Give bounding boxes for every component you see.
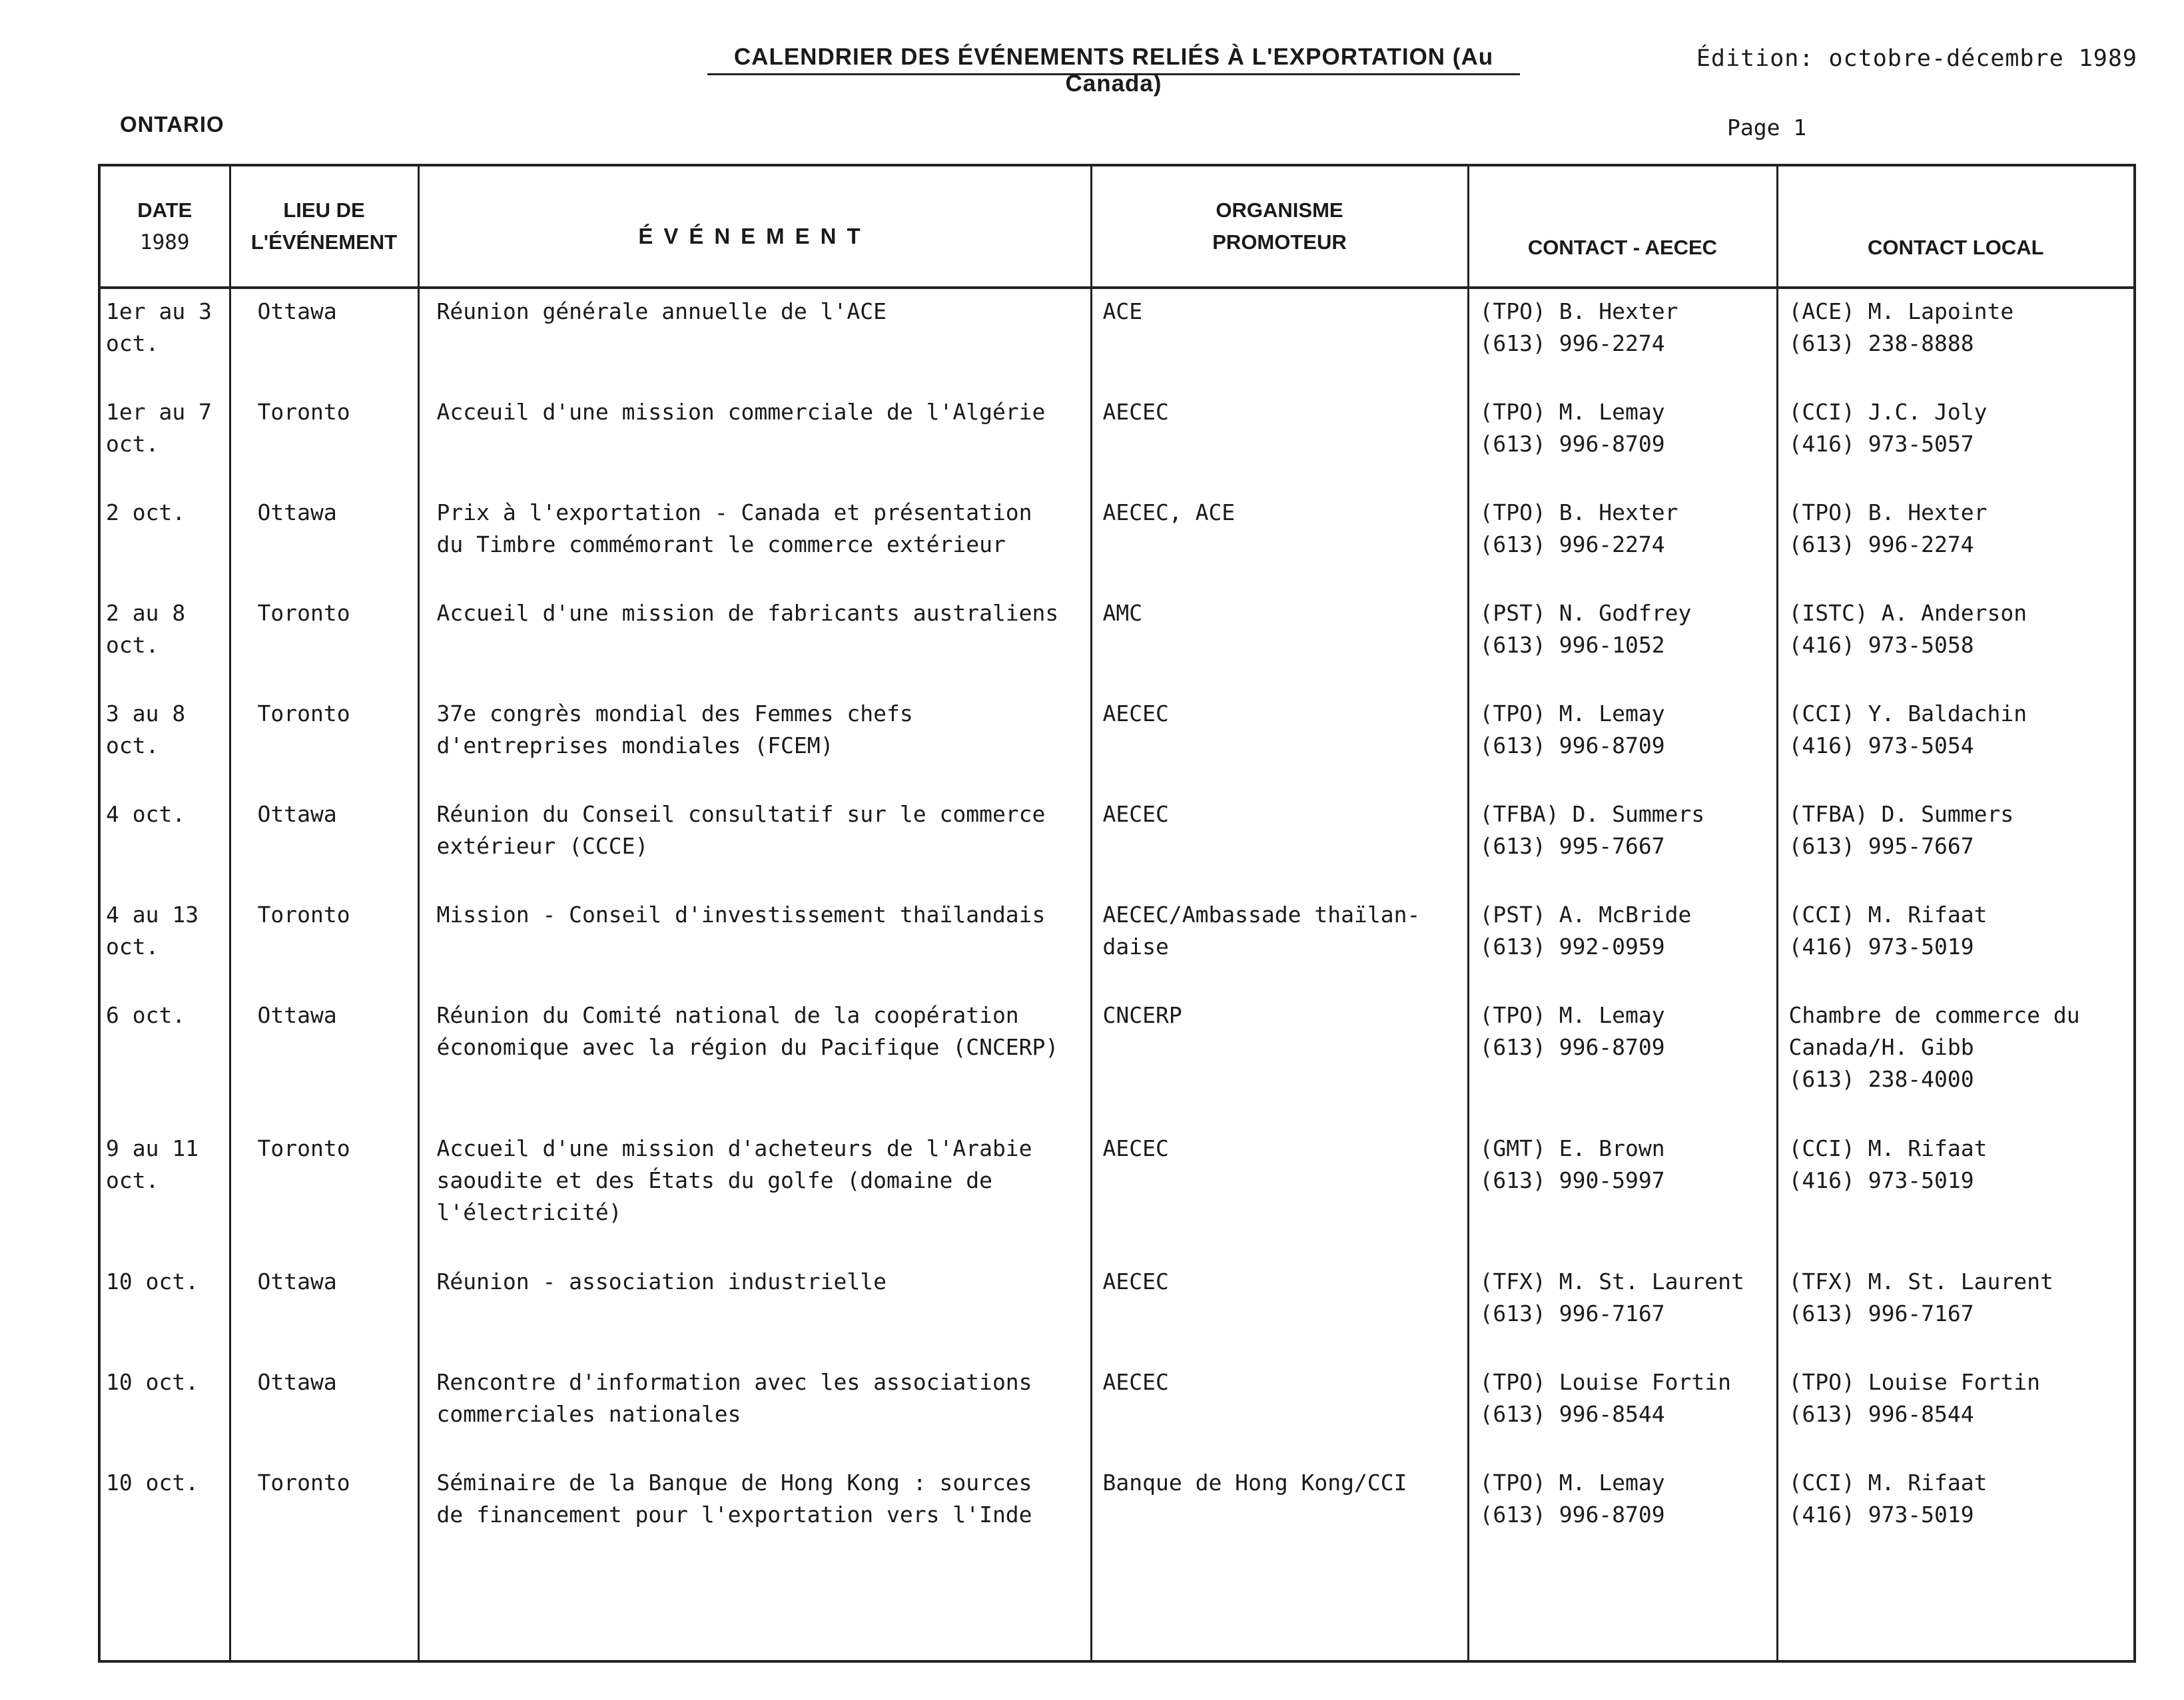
cell-contact-aecec: (PST) A. McBride (613) 992-0959 bbox=[1468, 892, 1777, 993]
column-header-lieu bbox=[230, 165, 418, 288]
date-header-label: DATE bbox=[137, 198, 192, 222]
cell-contact-local: (CCI) M. Rifaat (416) 973-5019 bbox=[1777, 1460, 2135, 1661]
cell-date: 1er au 3 oct. bbox=[99, 288, 230, 390]
cell-organisme: AECEC bbox=[1091, 691, 1468, 792]
cell-lieu: Ottawa bbox=[230, 792, 418, 892]
cell-contact-local: (TPO) B. Hexter (613) 996-2274 bbox=[1777, 490, 2135, 591]
cell-date: 9 au 11 oct. bbox=[99, 1126, 230, 1259]
organisme-header-label: ORGANISME bbox=[1216, 198, 1343, 222]
table-row bbox=[99, 1360, 2135, 1460]
cell-date: 6 oct. bbox=[99, 993, 230, 1126]
cell-organisme: AECEC bbox=[1091, 390, 1468, 490]
cell-organisme: AECEC bbox=[1091, 1259, 1468, 1360]
table-row bbox=[99, 1460, 2135, 1661]
cell-date: 10 oct. bbox=[99, 1460, 230, 1661]
lieu-header-sub: L'ÉVÉNEMENT bbox=[250, 230, 398, 254]
cell-lieu: Ottawa bbox=[230, 490, 418, 591]
title-underline bbox=[707, 73, 1520, 75]
cell-contact-local: (TFX) M. St. Laurent (613) 996-7167 bbox=[1777, 1259, 2135, 1360]
table-row bbox=[99, 390, 2135, 490]
cell-lieu: Ottawa bbox=[230, 1360, 418, 1460]
cell-contact-aecec: (TPO) B. Hexter (613) 996-2274 bbox=[1468, 490, 1777, 591]
cell-contact-aecec: (TPO) M. Lemay (613) 996-8709 bbox=[1468, 993, 1777, 1126]
cell-contact-local: Chambre de commerce du Canada/H. Gibb (613) 238-4000 bbox=[1777, 993, 2135, 1126]
events-table bbox=[98, 164, 2136, 1663]
cell-lieu: Toronto bbox=[230, 390, 418, 490]
cell-contact-aecec: (PST) N. Godfrey (613) 996-1052 bbox=[1468, 591, 1777, 691]
cell-organisme: AECEC/Ambassade thaïlan- daise bbox=[1091, 892, 1468, 993]
column-header-organisme bbox=[1091, 165, 1468, 288]
cell-date: 2 au 8 oct. bbox=[99, 591, 230, 691]
cell-date: 10 oct. bbox=[99, 1360, 230, 1460]
cell-contact-local: (ACE) M. Lapointe (613) 238-8888 bbox=[1777, 288, 2135, 390]
table-row bbox=[99, 288, 2135, 390]
organisme-header-sub: PROMOTEUR bbox=[1212, 230, 1347, 254]
cell-evenement: Réunion - association industrielle bbox=[418, 1259, 1091, 1360]
cell-lieu: Toronto bbox=[230, 892, 418, 993]
cell-evenement: Réunion du Comité national de la coopération économique avec la région du Pacifique (CNCERP) bbox=[418, 993, 1091, 1126]
cell-organisme: Banque de Hong Kong/CCI bbox=[1091, 1460, 1468, 1661]
table-row bbox=[99, 490, 2135, 591]
cell-contact-aecec: (TPO) Louise Fortin (613) 996-8544 bbox=[1468, 1360, 1777, 1460]
table-row bbox=[99, 1259, 2135, 1360]
page-number: Page 1 bbox=[1727, 115, 1807, 141]
column-header-contact-local: CONTACT LOCAL bbox=[1777, 165, 2135, 288]
cell-organisme: ACE bbox=[1091, 288, 1468, 390]
lieu-header-label: LIEU DE bbox=[283, 198, 365, 222]
cell-organisme: AECEC bbox=[1091, 1126, 1468, 1259]
edition-label: Édition: octobre-décembre 1989 bbox=[1696, 45, 2137, 72]
cell-date: 10 oct. bbox=[99, 1259, 230, 1360]
cell-contact-local: (TPO) Louise Fortin (613) 996-8544 bbox=[1777, 1360, 2135, 1460]
cell-evenement: Prix à l'exportation - Canada et présentation du Timbre commémorant le commerce extérieur bbox=[418, 490, 1091, 591]
cell-contact-aecec: (TPO) M. Lemay (613) 996-8709 bbox=[1468, 1460, 1777, 1661]
cell-evenement: Mission - Conseil d'investissement thaïlandais bbox=[418, 892, 1091, 993]
cell-contact-local: (CCI) J.C. Joly (416) 973-5057 bbox=[1777, 390, 2135, 490]
cell-organisme: CNCERP bbox=[1091, 993, 1468, 1126]
table-header-row bbox=[99, 165, 2135, 288]
cell-date: 1er au 7 oct. bbox=[99, 390, 230, 490]
cell-organisme: AECEC bbox=[1091, 1360, 1468, 1460]
cell-contact-local: (CCI) M. Rifaat (416) 973-5019 bbox=[1777, 1126, 2135, 1259]
cell-contact-local: (CCI) M. Rifaat (416) 973-5019 bbox=[1777, 892, 2135, 993]
cell-contact-aecec: (TPO) M. Lemay (613) 996-8709 bbox=[1468, 691, 1777, 792]
cell-organisme: AMC bbox=[1091, 591, 1468, 691]
cell-date: 3 au 8 oct. bbox=[99, 691, 230, 792]
cell-lieu: Toronto bbox=[230, 591, 418, 691]
table-row bbox=[99, 792, 2135, 892]
cell-contact-local: (ISTC) A. Anderson (416) 973-5058 bbox=[1777, 591, 2135, 691]
column-header-evenement: ÉVÉNEMENT bbox=[418, 165, 1091, 288]
region-heading: ONTARIO bbox=[120, 112, 224, 137]
cell-date: 2 oct. bbox=[99, 490, 230, 591]
date-header-year: 1989 bbox=[139, 230, 190, 254]
cell-lieu: Ottawa bbox=[230, 993, 418, 1126]
column-header-date bbox=[99, 165, 230, 288]
cell-contact-aecec: (TPO) B. Hexter (613) 996-2274 bbox=[1468, 288, 1777, 390]
cell-organisme: AECEC bbox=[1091, 792, 1468, 892]
table-row bbox=[99, 993, 2135, 1126]
cell-organisme: AECEC, ACE bbox=[1091, 490, 1468, 591]
cell-lieu: Ottawa bbox=[230, 288, 418, 390]
cell-lieu: Ottawa bbox=[230, 1259, 418, 1360]
cell-evenement: Rencontre d'information avec les associations commerciales nationales bbox=[418, 1360, 1091, 1460]
cell-contact-local: (TFBA) D. Summers (613) 995-7667 bbox=[1777, 792, 2135, 892]
cell-evenement: Accueil d'une mission d'acheteurs de l'Arabie saoudite et des États du golfe (domaine de l'électricité) bbox=[418, 1126, 1091, 1259]
cell-contact-aecec: (GMT) E. Brown (613) 990-5997 bbox=[1468, 1126, 1777, 1259]
cell-evenement: 37e congrès mondial des Femmes chefs d'entreprises mondiales (FCEM) bbox=[418, 691, 1091, 792]
table-row bbox=[99, 892, 2135, 993]
cell-date: 4 oct. bbox=[99, 792, 230, 892]
cell-evenement: Réunion générale annuelle de l'ACE bbox=[418, 288, 1091, 390]
cell-contact-aecec: (TPO) M. Lemay (613) 996-8709 bbox=[1468, 390, 1777, 490]
cell-evenement: Acceuil d'une mission commerciale de l'Algérie bbox=[418, 390, 1091, 490]
cell-lieu: Toronto bbox=[230, 691, 418, 792]
cell-lieu: Toronto bbox=[230, 1126, 418, 1259]
cell-contact-aecec: (TFBA) D. Summers (613) 995-7667 bbox=[1468, 792, 1777, 892]
table-row bbox=[99, 591, 2135, 691]
cell-evenement: Accueil d'une mission de fabricants australiens bbox=[418, 591, 1091, 691]
cell-evenement: Séminaire de la Banque de Hong Kong : sources de financement pour l'exportation vers l'Inde bbox=[418, 1460, 1091, 1661]
document-title: CALENDRIER DES ÉVÉNEMENTS RELIÉS À L'EXPORTATION (Au Canada) bbox=[733, 44, 1494, 97]
cell-contact-local: (CCI) Y. Baldachin (416) 973-5054 bbox=[1777, 691, 2135, 792]
table-row bbox=[99, 1126, 2135, 1259]
cell-evenement: Réunion du Conseil consultatif sur le commerce extérieur (CCCE) bbox=[418, 792, 1091, 892]
column-header-contact-aecec: CONTACT - AECEC bbox=[1468, 165, 1777, 288]
table-row bbox=[99, 691, 2135, 792]
cell-contact-aecec: (TFX) M. St. Laurent (613) 996-7167 bbox=[1468, 1259, 1777, 1360]
cell-lieu: Toronto bbox=[230, 1460, 418, 1661]
cell-date: 4 au 13 oct. bbox=[99, 892, 230, 993]
